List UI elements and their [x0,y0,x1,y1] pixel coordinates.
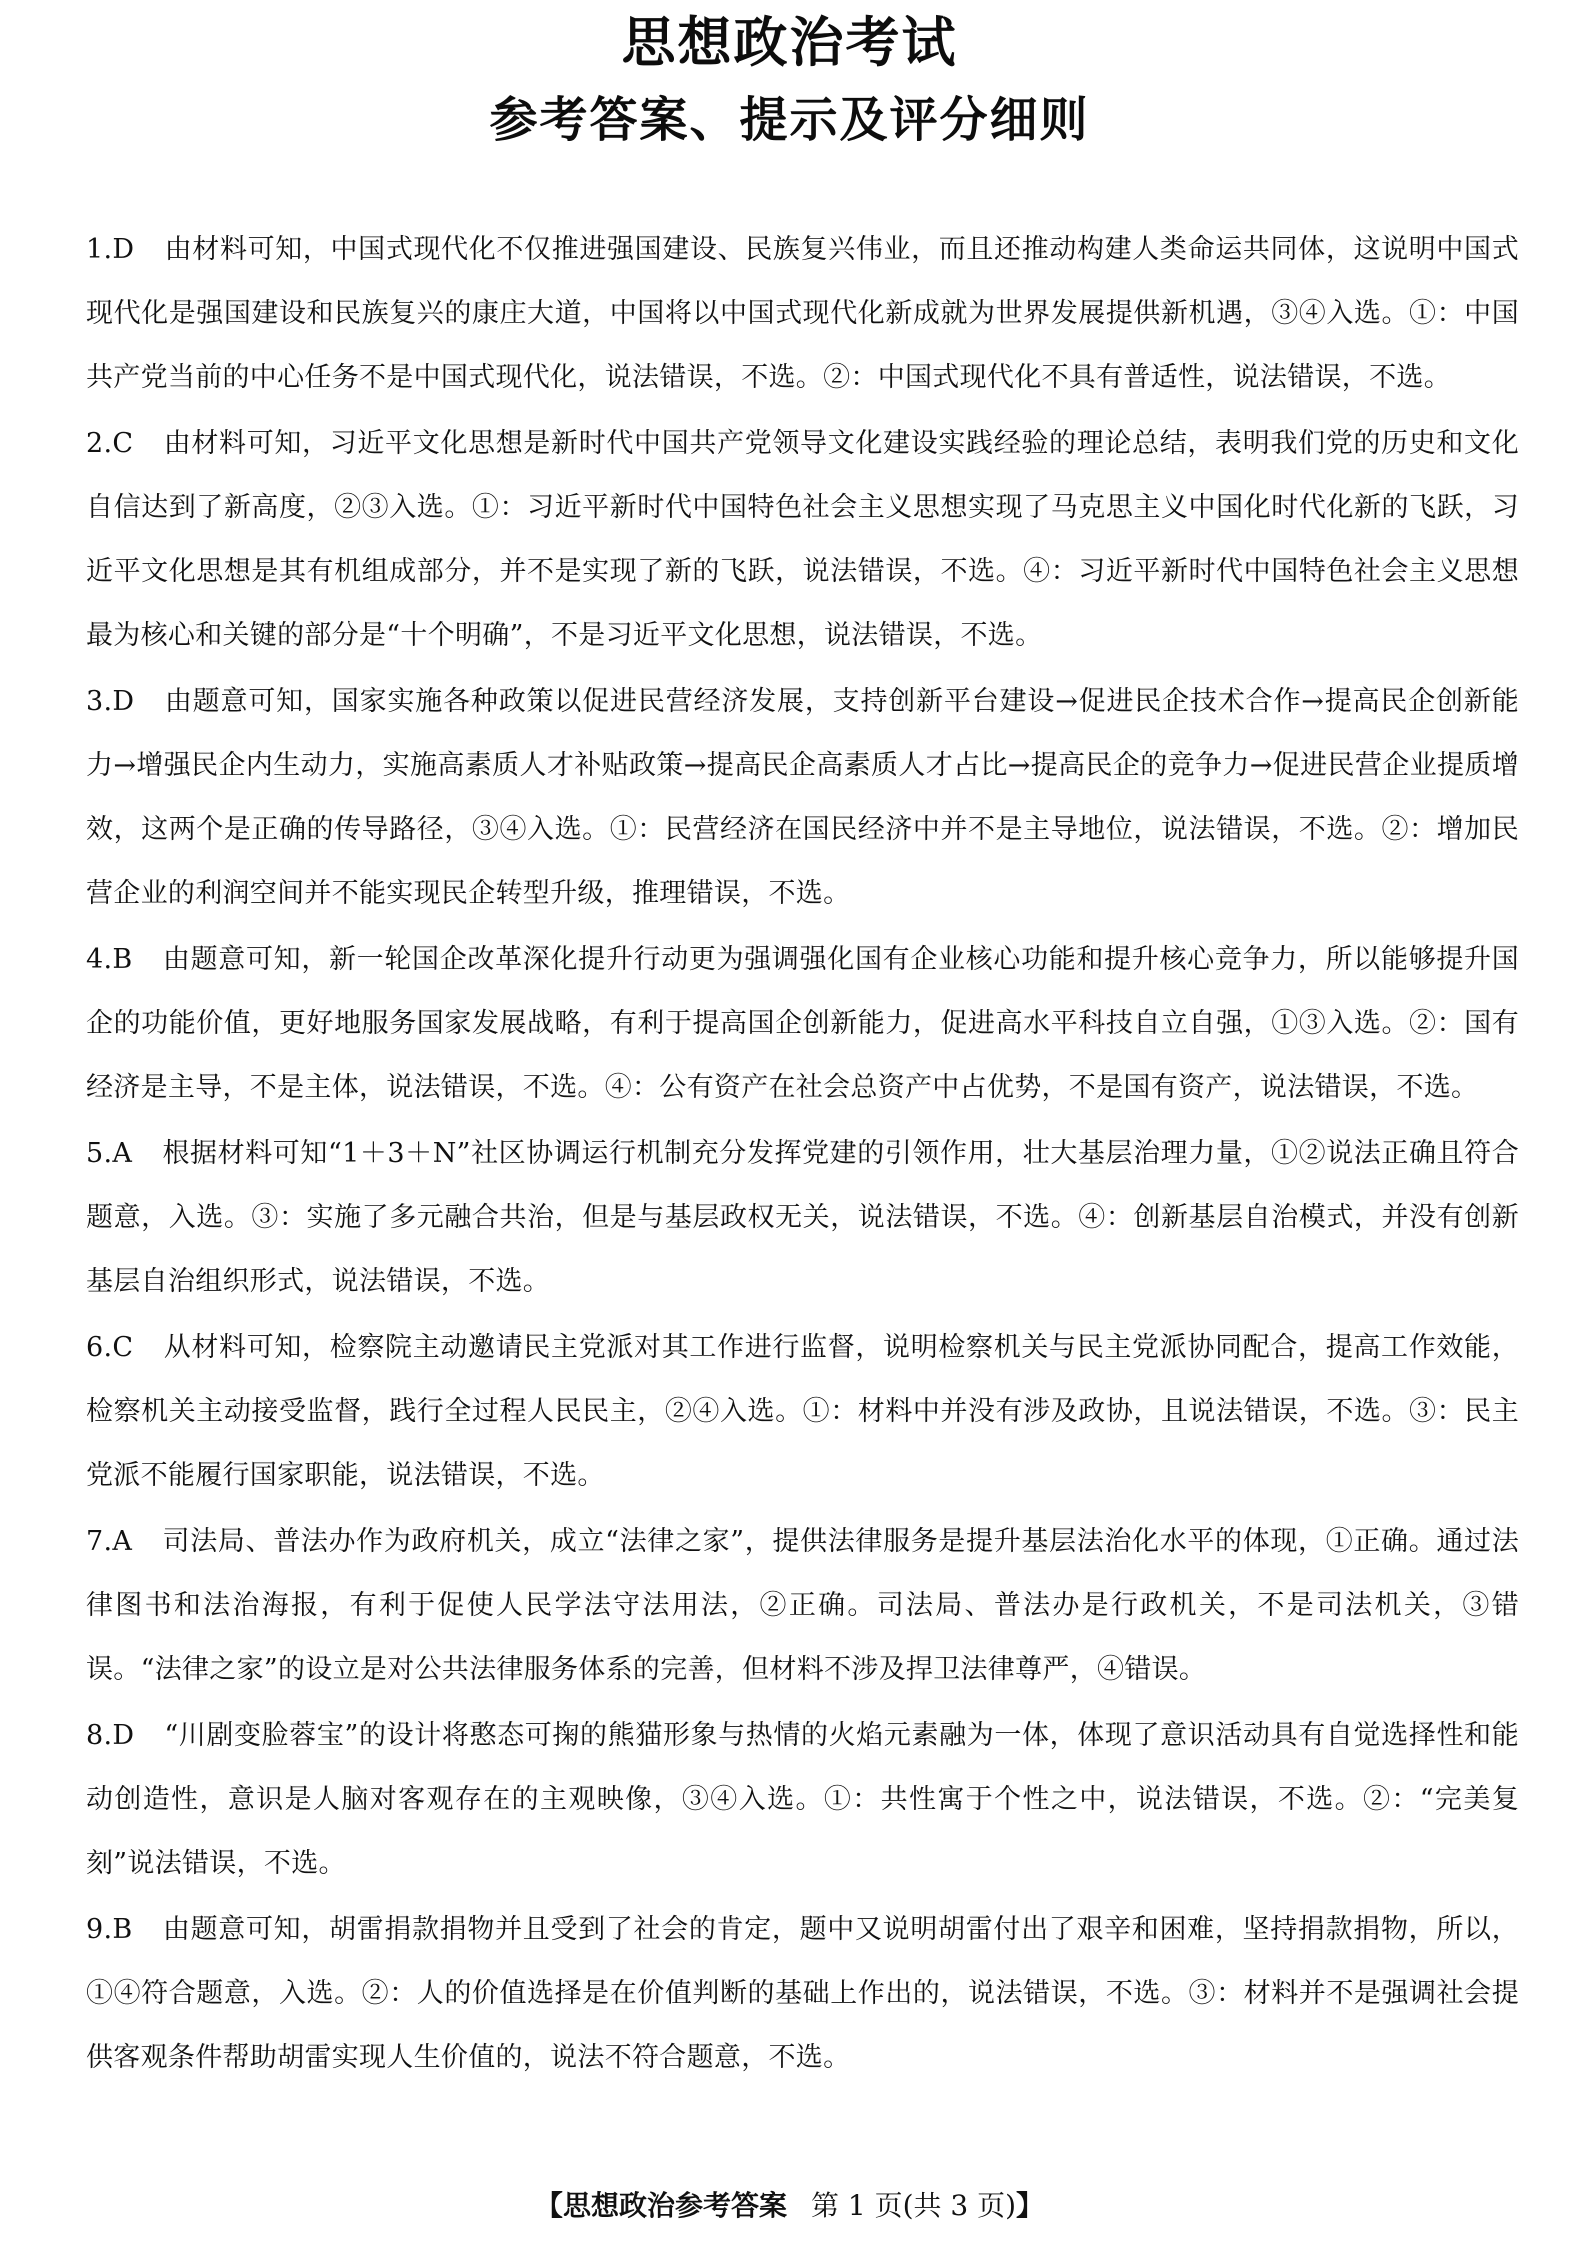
answer-number: 8.D [86,1720,135,1751]
answer-number: 6.C [86,1332,134,1363]
answer-item-7 [86,1510,1519,1702]
footer-open-bracket: 【 [534,2189,563,2222]
answer-text: 由题意可知，国家实施各种政策以促进民营经济发展，支持创新平台建设→促进民企技术合作→提高民企创新能力→增强民企内生动力，实施高素质人才补贴政策→提高民企高素质人才占比→提高民企的竞争力→促进民营企业提质增效，这两个是正确的传导路径，③④入选。①：民营经济在国民经济中并不是主导地位，说法错误，不选。②：增加民营企业的利润空间并不能实现民企转型升级，推理错误，不选。 [86,686,1519,909]
answer-item-2 [86,412,1519,668]
answer-number: 9.B [86,1914,133,1945]
answer-text: 由题意可知，胡雷捐款捐物并且受到了社会的肯定，题中又说明胡雷付出了艰辛和困难，坚持捐款捐物，所以，①④符合题意，入选。②：人的价值选择是在价值判断的基础上作出的，说法错误，不选。③：材料并不是强调社会提供客观条件帮助胡雷实现人生价值的，说法不符合题意，不选。 [86,1914,1519,2073]
footer-close-bracket: 】 [1016,2189,1045,2222]
answer-item-4 [86,928,1519,1120]
page-subtitle: 参考答案、提示及评分细则 [489,92,1090,148]
answer-text: 根据材料可知“1＋3＋N”社区协调运行机制充分发挥党建的引领作用，壮大基层治理力量，①②说法正确且符合题意，入选。③：实施了多元融合共治，但是与基层政权无关，说法错误，不选。④：创新基层自治模式，并没有创新基层自治组织形式，说法错误，不选。 [86,1138,1519,1297]
answer-item-5 [86,1122,1519,1314]
answer-item-6 [86,1316,1519,1508]
page-footer [0,2186,1579,2226]
answer-item-1 [86,218,1519,410]
answer-number: 2.C [86,428,134,459]
answer-list [86,218,1519,2092]
answer-number: 1.D [86,234,135,265]
answer-number: 4.B [86,944,133,975]
answer-text: 从材料可知，检察院主动邀请民主党派对其工作进行监督，说明检察机关与民主党派协同配合，提高工作效能，检察机关主动接受监督，践行全过程人民民主，②④入选。①：材料中并没有涉及政协，且说法错误，不选。③：民主党派不能履行国家职能，说法错误，不选。 [86,1332,1519,1491]
answer-item-8 [86,1704,1519,1896]
answer-text: 由材料可知，中国式现代化不仅推进强国建设、民族复兴伟业，而且还推动构建人类命运共同体，这说明中国式现代化是强国建设和民族复兴的康庄大道，中国将以中国式现代化新成就为世界发展提供新机遇，③④入选。①：中国共产党当前的中心任务不是中国式现代化，说法错误，不选。②：中国式现代化不具有普适性，说法错误，不选。 [86,234,1519,393]
footer-label: 思想政治参考答案 [562,2189,787,2222]
footer-page-number: 第 1 页(共 3 页) [810,2189,1017,2222]
answer-text: 司法局、普法办作为政府机关，成立“法律之家”，提供法律服务是提升基层法治化水平的体现，①正确。通过法律图书和法治海报，有利于促使人民学法守法用法，②正确。司法局、普法办是行政机关，不是司法机关，③错误。“法律之家”的设立是对公共法律服务体系的完善，但材料不涉及捍卫法律尊严，④错误。 [86,1526,1519,1685]
answer-number: 5.A [86,1138,133,1169]
answer-text: 由题意可知，新一轮国企改革深化提升行动更为强调强化国有企业核心功能和提升核心竞争力，所以能够提升国企的功能价值，更好地服务国家发展战略，有利于提高国企创新能力，促进高水平科技自立自强，①③入选。②：国有经济是主导，不是主体，说法错误，不选。④：公有资产在社会总资产中占优势，不是国有资产，说法错误，不选。 [86,944,1519,1103]
answer-number: 7.A [86,1526,133,1557]
page-title: 思想政治考试 [621,11,958,74]
answer-item-3 [86,670,1519,926]
answer-text: “川剧变脸蓉宝”的设计将憨态可掬的熊猫形象与热情的火焰元素融为一体，体现了意识活动具有自觉选择性和能动创造性，意识是人脑对客观存在的主观映像，③④入选。①：共性寓于个性之中，说法错误，不选。②：“完美复刻”说法错误，不选。 [86,1720,1519,1879]
answer-number: 3.D [86,686,135,717]
answer-text: 由材料可知，习近平文化思想是新时代中国共产党领导文化建设实践经验的理论总结，表明我们党的历史和文化自信达到了新高度，②③入选。①：习近平新时代中国特色社会主义思想实现了马克思主义中国化时代化新的飞跃，习近平文化思想是其有机组成部分，并不是实现了新的飞跃，说法错误，不选。④：习近平新时代中国特色社会主义思想最为核心和关键的部分是“十个明确”，不是习近平文化思想，说法错误，不选。 [86,428,1519,651]
answer-item-9 [86,1898,1519,2090]
